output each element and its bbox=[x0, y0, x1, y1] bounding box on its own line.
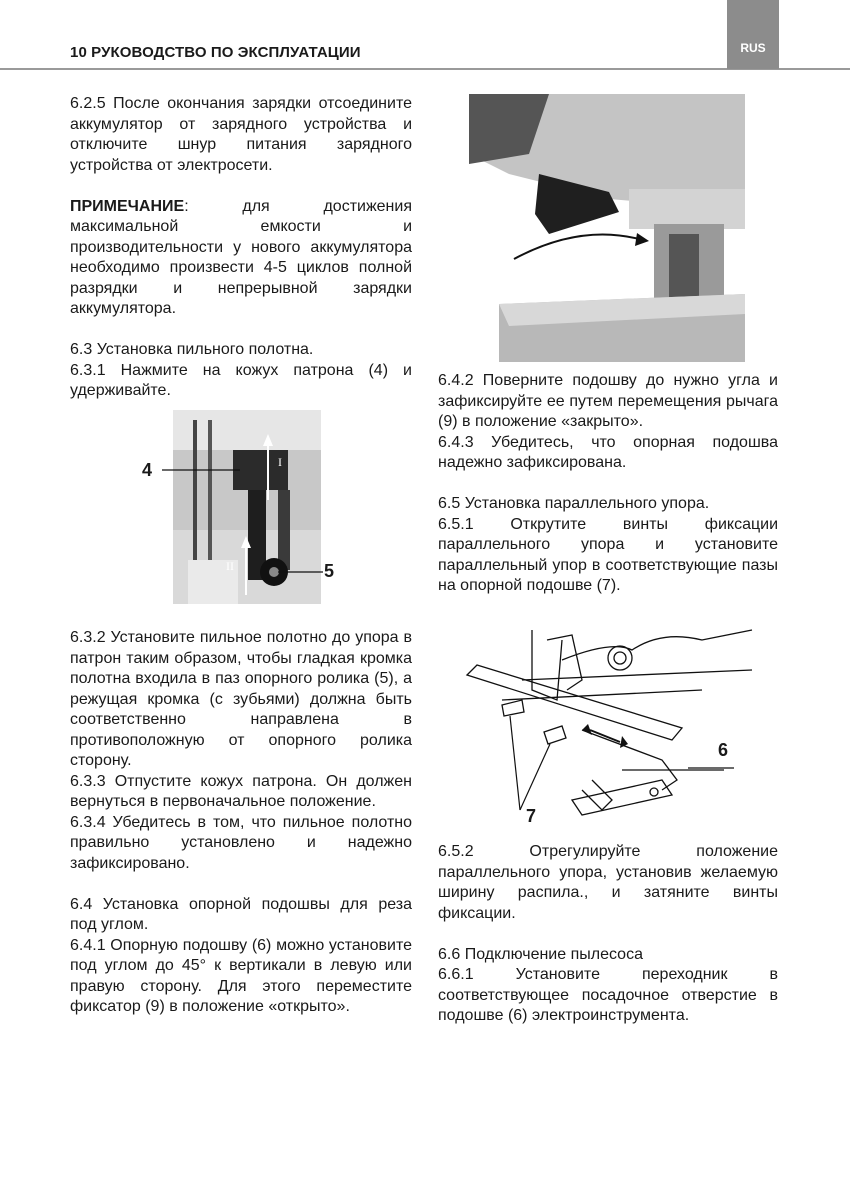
paragraph-6-6-1: 6.6.1 Установите переходник в соответствующее посадочное отверстие в подошве (6) электроинструмента. bbox=[438, 966, 778, 1024]
page-header bbox=[70, 44, 361, 61]
paragraph-6-3-1: 6.3.1 Нажмите на кожух патрона (4) и удерживайте. bbox=[70, 361, 412, 399]
note-paragraph bbox=[70, 197, 412, 320]
blade-chuck-illustration bbox=[148, 410, 348, 606]
paragraph-6-5-1: 6.5.1 Открутите винты фиксации параллельного упора и установите параллельный упор в соответствующие пазы на опорной подошве (7). bbox=[438, 515, 778, 594]
right-column-middle bbox=[438, 371, 778, 597]
section-6-6-heading: 6.6 Подключение пылесоса bbox=[438, 945, 643, 963]
bevel-lever-illustration bbox=[469, 94, 745, 362]
fig1-callout-4: 4 bbox=[142, 460, 153, 480]
section-6-5-heading: 6.5 Установка параллельного упора. bbox=[438, 495, 710, 512]
parallel-guide-illustration bbox=[462, 620, 762, 830]
language-tab bbox=[727, 0, 779, 69]
fig1-callout-5: 5 bbox=[324, 561, 335, 581]
paragraph-6-2-5: 6.2.5 После окончания зарядки отсоедините аккумулятор от зарядного устройства и отключите шнур питания зарядного устройства от электросети. bbox=[70, 95, 412, 174]
fig3-callout-7: 7 bbox=[526, 806, 537, 826]
paragraph-6-4-1: 6.4.1 Опорную подошву (6) можно установите под углом до 45° к вертикали в левую или правую сторону. Для этого переместите фиксатор (9) в положение «открыто». bbox=[70, 936, 412, 1015]
figure-parallel-guide bbox=[462, 620, 762, 830]
header-divider bbox=[0, 68, 850, 70]
paragraph-6-3-4: 6.3.4 Убедитесь в том, что пильное полотно правильно установлено и надежно зафиксировано. bbox=[70, 813, 412, 872]
note-label: ПРИМЕЧАНИЕ bbox=[70, 197, 185, 215]
section-6-4-heading: 6.4 Установка опорной подошвы для реза под углом. bbox=[70, 895, 412, 933]
fig3-callout-6: 6 bbox=[718, 740, 729, 760]
note-text: : для достижения максимальной емкости и производительности у нового аккумулятора необходимо произвести 4-5 циклов полной разрядки и непрерывной зарядки аккумулятора. bbox=[70, 197, 412, 317]
left-column-bottom bbox=[70, 628, 412, 1018]
paragraph-6-3-3: 6.3.3 Отпустите кожух патрона. Он должен вернуться в первоначальное положение. bbox=[70, 772, 412, 810]
page-title: РУКОВОДСТВО ПО ЭКСПЛУАТАЦИИ bbox=[91, 44, 361, 61]
fig1-mark-1: I bbox=[278, 455, 282, 469]
right-column-bottom bbox=[438, 842, 778, 1027]
paragraph-6-5-2: 6.5.2 Отрегулируйте положение параллельного упора, установив желаемую ширину распила., и затяните винты фиксации. bbox=[438, 843, 778, 922]
figure-bevel-lever bbox=[469, 94, 745, 362]
fig1-mark-2: II bbox=[226, 559, 234, 573]
page-number: 10 bbox=[70, 44, 87, 61]
figure-blade-chuck bbox=[142, 410, 348, 606]
language-label: RUS bbox=[740, 41, 766, 55]
left-column-top bbox=[70, 94, 412, 402]
paragraph-6-3-2: 6.3.2 Установите пильное полотно до упора в патрон таким образом, чтобы гладкая кромка полотна входила в паз опорного ролика (5), а режущая кромка (с зубьями) должна быть соответственно направлена в противоположную от опорного ролика сторону. bbox=[70, 629, 412, 769]
paragraph-6-4-3: 6.4.3 Убедитесь, что опорная подошва надежно зафиксирована. bbox=[438, 433, 778, 471]
section-6-3-heading: 6.3 Установка пильного полотна. bbox=[70, 341, 314, 358]
paragraph-6-4-2: 6.4.2 Поверните подошву до нужно угла и зафиксируйте ее путем перемещения рычага (9) в положение «закрыто». bbox=[438, 372, 778, 430]
